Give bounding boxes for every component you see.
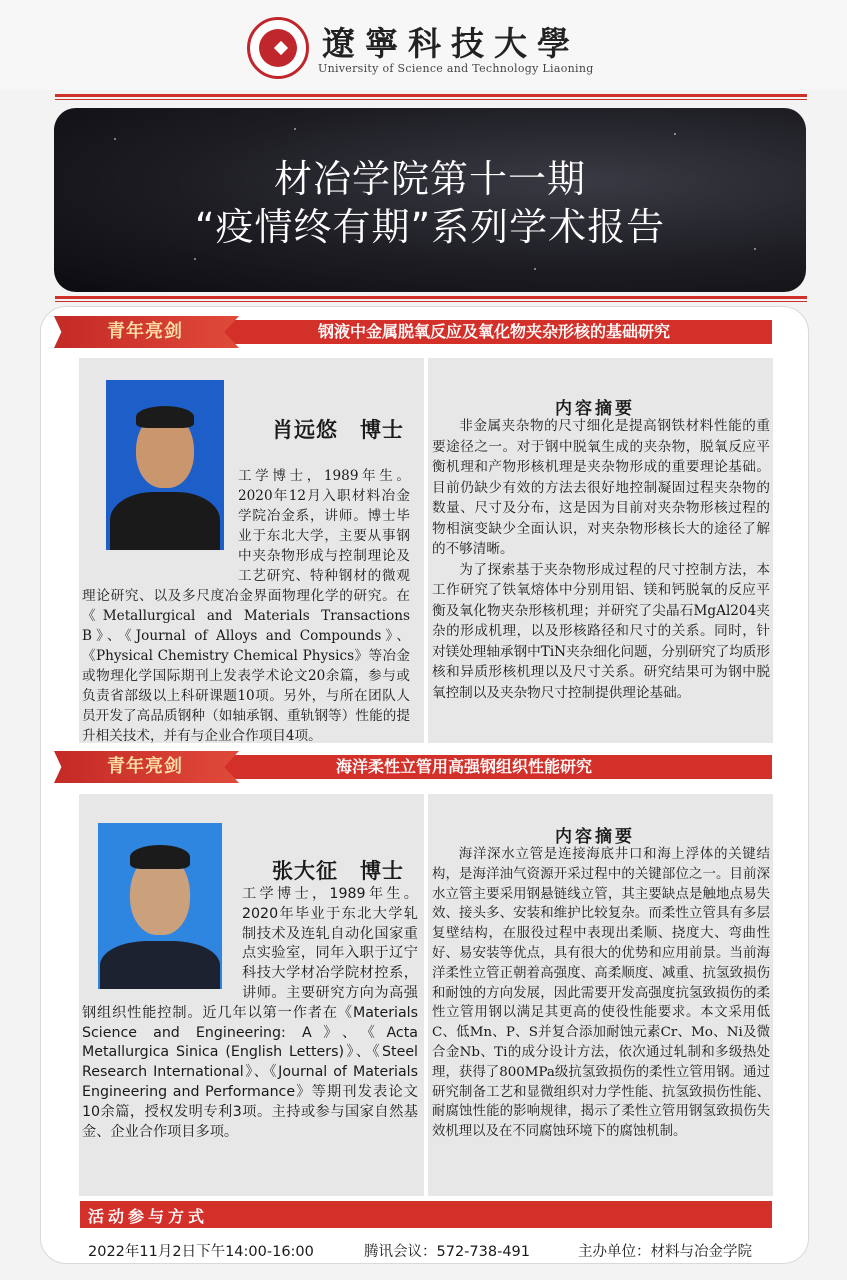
speaker-bio-text: 工学博士，1989年生。2020年12月入职材料冶金学院冶金系，讲师。博士毕业于东北大学，主要从事钢中夹杂物形成与控制理论及工艺研究、特种钢材的微观理论研究、以及多尺度冶金界面物理化学的研究。在《Metallurgical and Materials Transactions B》、《Journal of Alloys and Compounds》、《Physical Chemistry Chemical Physics》等冶金或物理化学国际期刊上发表学术论文20余篇，参与或负责省部级以上科研课题10项。另外，与所在团队人员开发了高品质钢种（如轴承钢、重轨钢等）性能的提升相关技术，并有与企业合作项目4项。 <box>82 468 410 744</box>
divider <box>55 296 807 299</box>
header <box>0 0 847 90</box>
university-logo <box>247 17 309 79</box>
abstract-paragraph: 非金属夹杂物的尺寸细化是提高钢铁材料性能的重要途径之一。对于钢中脱氧生成的夹杂物，脱氧反应平衡机理和产物形核机理是夹杂物形成的重要理论基础。目前仍缺少有效的方法去很好地控制凝固过程夹杂物的数量、尺寸及分布，这是因为目前对夹杂物形核过程的物相演变缺少全面认识，对夹杂物形核长大的途径了解的不够清晰。 <box>432 418 770 557</box>
speaker-name: 肖远悠 博士 <box>272 417 404 442</box>
abstract-text <box>432 845 770 1142</box>
abstract-paragraph: 海洋深水立管是连接海底井口和海上浮体的关键结构，是海洋油气资源开采过程中的关键部位之一。目前深水立管主要采用钢悬链线立管，其主要缺点是触地点易失效、接头多、安装和维护比较复杂。而柔性立管具有多层复壁结构，在服役过程中表现出柔顺、挠度大、弯曲性好、易安装等优点，具有很大的优势和应用前景。当前海洋柔性立管正朝着高强度、高柔顺度、减重、抗氢致损伤和耐蚀的方向发展，因此需要开发高强度抗氢致损伤的柔性立管用钢以满足其更高的使役性能要求。本文采用低C、低Mn、P、S并复合添加耐蚀元素Cr、Mo、Ni及微合金Nb、Ti的成分设计方法，依次通过轧制和多级热处理，获得了800MPa级抗氢致损伤的柔性立管用钢。通过研究制备工艺和显微组织对力学性能、抗氢致损伤性能、耐腐蚀性能的影响规律，揭示了柔性立管用钢氢致损伤失效机理以及在不同腐蚀环境下的腐蚀机制。 <box>432 847 770 1140</box>
abstract-paragraph: 为了探索基于夹杂物形成过程的尺寸控制方法，本工作研究了铁氧熔体中分别用铝、镁和钙脱氧的反应平衡及氧化物夹杂形核机理；并研究了尖晶石MgAl204夹杂的形成机理，以及形核路径和尺寸的关系。同时，针对镁处理轴承钢中TiN夹杂细化问题，分别研究了均质形核和异质形核机理以及尺寸关系。研究结果可为钢中脱氧控制以及夹杂物尺寸控制提供理论基础。 <box>432 561 770 701</box>
talk-title: 海洋柔性立管用高强钢组织性能研究 <box>336 757 593 776</box>
speaker-bio <box>82 466 410 746</box>
divider <box>55 94 807 97</box>
talk-title: 钢液中金属脱氧反应及氧化物夹杂形核的基础研究 <box>318 322 671 341</box>
speaker-bio-text: 工学博士，1989年生。2020年毕业于东北大学轧制技术及连轧自动化国家重点实验室，同年入职于辽宁科技大学材冶学院材控系，讲师。主要研究方向为高强钢组织性能控制。近几年以第一作者在《Materials Science and Engineering: A》、《Acta Metallurgica Sinica (English Letters)》、《Steel Research International》、《Journal of Materials Engineering and Performance》等期刊发表论文10余篇，授权发明专利3项。主持或参与国家自然基金、企业合作项目多项。 <box>82 886 418 1140</box>
event-time: 2022年11月2日下午14:00-16:00 <box>88 1244 314 1260</box>
abstract-text <box>432 416 770 703</box>
banner-title-line1: 材冶学院第十一期 <box>273 157 586 201</box>
activity-title: 活动参与方式 <box>88 1207 209 1226</box>
university-name-en: University of Science and Technology Liaoning <box>318 62 594 75</box>
banner-title-line2: “疫情终有期”系列学术报告 <box>194 205 666 249</box>
title-banner <box>54 108 806 292</box>
divider <box>55 301 807 302</box>
abstract-title: 内容摘要 <box>555 827 635 847</box>
divider <box>55 99 807 100</box>
ribbon-label: 青年亮剑 <box>107 756 183 777</box>
host-unit: 主办单位：材料与冶金学院 <box>578 1244 752 1260</box>
speaker-name: 张大征 博士 <box>272 858 404 883</box>
speaker-bio <box>82 885 418 1142</box>
meeting-id: 腾讯会议：572-738-491 <box>364 1244 530 1260</box>
abstract-title: 内容摘要 <box>555 399 635 419</box>
ribbon-label: 青年亮剑 <box>107 321 183 342</box>
university-name-cn: 遼寧科技大學 <box>322 24 580 63</box>
